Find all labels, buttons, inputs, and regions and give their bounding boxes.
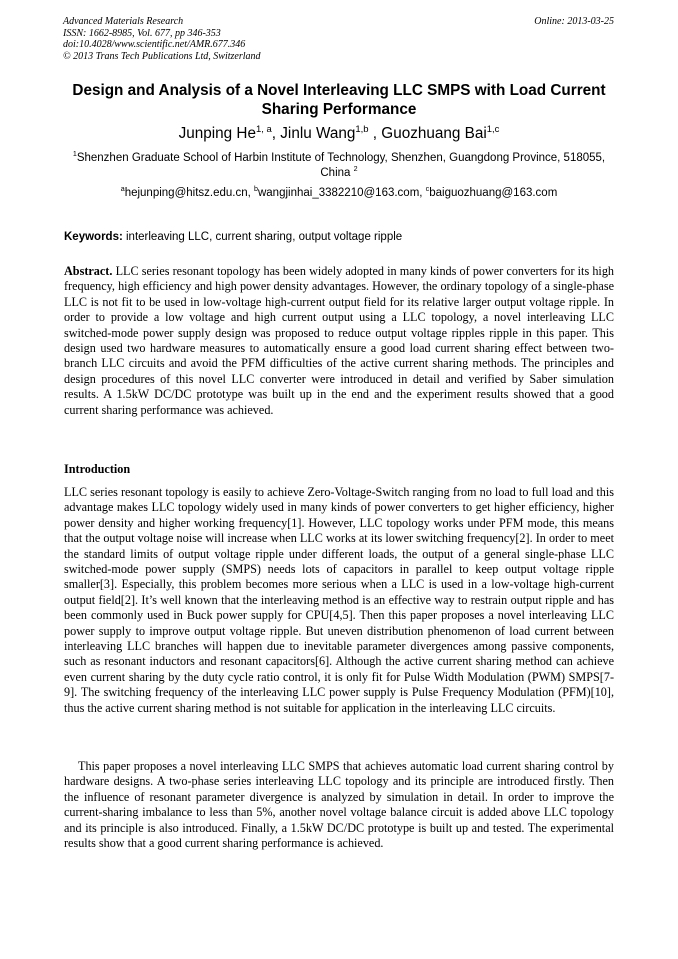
online-date-header xyxy=(534,16,614,28)
intro-paragraph-2 xyxy=(64,759,614,851)
paper-title: Design and Analysis of a Novel Interleaving LLC SMPS with Load Current Sharing Performance xyxy=(72,82,606,118)
intro-paragraph-2-text: This paper proposes a novel interleaving LLC SMPS that achieves automatic load current sharing control by hardware designs. A two-phase series interleaving LLC topology and its principle are introduced firstly. Then the influence of resonant parameter divergence is analyzed by simulation in detail. In order to improve the current-sharing imbalance to less than 5%, another novel voltage balance circuit is added above LLC topology and its principle is also introduced. Finally, a 1.5kW DC/DC prototype is built up and tested. The experimental results show that a good current sharing performance is achieved. xyxy=(64,759,614,851)
intro-paragraph-1-text: LLC series resonant topology is easily to achieve Zero-Voltage-Switch ranging from no load to full load and this advantage makes LLC topology widely used in many kinds of power converters to get higher efficiency, higher power density and higher working frequency[1]. However, LLC topology works under PFM mode, this means that the output voltage noise will increase when LLC works at its lower switching frequency[2]. In order to meet the standard limits of output voltage ripple under different loads, the output of a general single-phase LLC switched-mode power supply (SMPS) needs lots of capacitors in parallel to keep output voltage ripple smaller[3]. Especially, this problem becomes more serious when a LLC is used in a low-voltage high-current output field[2]. It’s well known that the interleaving method is an effective way to restrain output ripple and has been commonly used in Buck power supply for CPU[4,5]. Then this paper proposes a novel interleaving LLC power supply to improve output voltage ripple. But uneven distribution phenomenon of load current between interleaving LLC branches will happen due to inevitable parameter divergences among passive components, such as resonant inductors and resonant capacitors[6]. Although the active current sharing method can achieve even current sharing by the duty cycle ratio control, it is only fit for Pulse Width Modulation (PWM) SMPS[7-9]. The switching frequency of the interleaving LLC power supply is Pulse Frequency Modulation (PFM)[10], thus the active current sharing method is not suitable for application in the interleaving LLC circuits. xyxy=(64,485,614,715)
affiliation-text: Shenzhen Graduate School of Harbin Institute of Technology, Shenzhen, Guangdong Province, 518055, China xyxy=(76,152,606,180)
email-sup: b xyxy=(254,185,258,194)
abstract xyxy=(64,264,614,418)
author-name: Junping He xyxy=(178,125,256,142)
online-date: Online: 2013-03-25 xyxy=(534,16,614,27)
keywords-text: interleaving LLC, current sharing, output voltage ripple xyxy=(126,231,403,243)
copyright-line: © 2013 Trans Tech Publications Ltd, Switzerland xyxy=(63,50,261,62)
email-address: hejunping@hitsz.edu.cn xyxy=(124,187,248,199)
author-name: Guozhuang Bai xyxy=(381,125,487,142)
affiliation-sup: 1 xyxy=(72,150,77,159)
email-address: baiguozhuang@163.com xyxy=(429,187,558,199)
journal-name: Advanced Materials Research xyxy=(63,16,184,27)
doi-line: doi:10.4028/www.scientific.net/AMR.677.346 xyxy=(63,39,246,51)
email-sup: a xyxy=(120,185,125,194)
author-line: Junping He$^{1, a}$, Jinlu Wang$^{1,b}$ , Guozhuang Bai$^{1,c}$ xyxy=(178,123,500,142)
abstract-label: Abstract. xyxy=(64,264,113,278)
affiliation xyxy=(63,151,615,182)
intro-paragraph-1 xyxy=(64,485,614,716)
author-sup: 1, a xyxy=(255,123,272,135)
email-sup: c xyxy=(425,185,430,194)
keywords xyxy=(64,230,616,244)
author-name: Jinlu Wang xyxy=(280,125,356,142)
affiliation-trail-sup: 2 xyxy=(353,165,358,174)
author-sup: 1,b xyxy=(355,123,369,135)
section-heading-introduction: Introduction xyxy=(64,462,131,476)
author-sup: 1,c xyxy=(486,123,500,135)
keywords-label: Keywords: xyxy=(64,231,123,243)
abstract-text: LLC series resonant topology has been widely adopted in many kinds of power converters for its high frequency, high efficiency and high power density advantages. However, the ordinary topology of a single-phase LLC is not fit to be used in low-voltage high-current output field for its relative larger output voltage ripple. In order to provide a low voltage and high current output using a LLC topology, a novel interleaving LLC switched-mode power supply design was proposed to reduce output voltage ripples ripple in this paper. This design used two hardware measures to automatically ensure a good load current sharing effect between two-branch LLC circuits and avoid the PFM difficulties of the active current sharing methods. The principles and design procedures of this novel LLC converter were introduced in detail and verified by Saber simulation results. A 1.5kW DC/DC prototype was built up in the end and the experiment results showed that a good current sharing performance was achieved. xyxy=(64,264,615,417)
email-address: wangjinhai_3382210@163.com xyxy=(257,187,420,199)
issn-line: ISSN: 1662-8985, Vol. 677, pp 346-353 xyxy=(63,27,221,39)
journal-header xyxy=(63,16,261,62)
email-line: $^a$hejunping@hitsz.edu.cn, $^b$wangjinhai_3382210@163.com, $^c$baiguozhuang@163.com xyxy=(120,185,558,199)
